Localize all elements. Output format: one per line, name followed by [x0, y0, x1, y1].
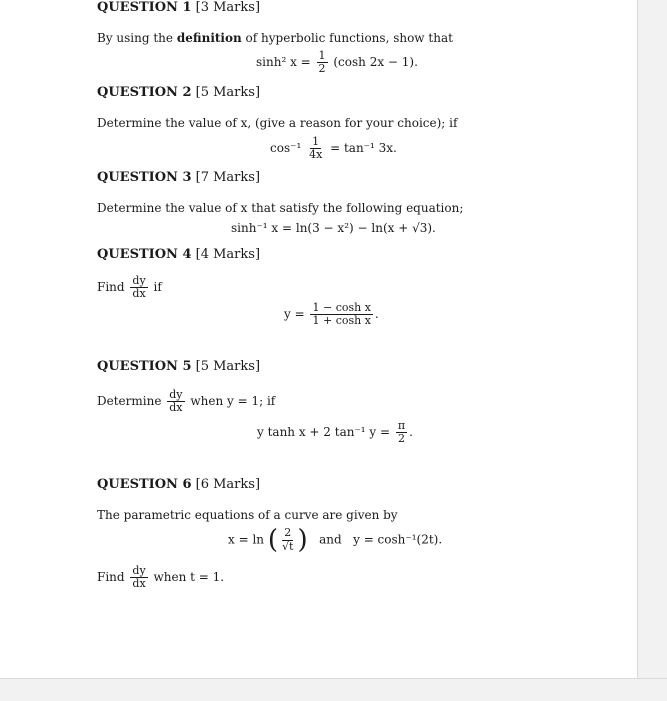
- question-1-equation: sinh² x = $\frac{1}{2}$ (cosh 2x − 1).: [256, 49, 418, 76]
- question-5-equation: y tanh x + 2 tan⁻¹ y = $\frac{\pi}{2}$ .: [257, 419, 413, 446]
- question-3-equation: sinh⁻¹ x = ln(3 − x²) − ln(x + √3).: [231, 221, 436, 235]
- question-3-heading: QUESTION 3 [7 Marks]: [97, 170, 261, 185]
- question-6-find: Find $\frac{dy}{dx}$ when t = 1.: [97, 564, 225, 591]
- viewer-right-margin: [637, 0, 667, 700]
- question-6-equation: x = ln ( $\frac{2}{√t}$ ) and y = cosh⁻¹(2t).: [228, 525, 443, 555]
- viewer-bottom-margin: [0, 678, 667, 701]
- question-5-heading: QUESTION 5 [5 Marks]: [97, 359, 261, 374]
- question-6-heading: QUESTION 6 [6 Marks]: [97, 477, 261, 492]
- question-4-equation: y = $\frac{\text{1 − cosh x}}{\text{1 + cosh x}}$ .: [284, 301, 379, 328]
- question-4-heading: QUESTION 4 [4 Marks]: [97, 247, 261, 262]
- question-2-prompt: Determine the value of x, (give a reason for your choice); if: [97, 116, 458, 130]
- question-1-heading: QUESTION 1 [3 Marks]: [97, 0, 261, 15]
- question-3-prompt: Determine the value of x that satisfy the following equation;: [97, 201, 464, 215]
- question-2-equation: cos⁻¹ $\frac{1}{4x}$ = tan⁻¹ 3x.: [270, 135, 397, 162]
- question-6-prompt: The parametric equations of a curve are given by: [97, 508, 398, 522]
- question-2-heading: QUESTION 2 [5 Marks]: [97, 85, 261, 100]
- question-1-prompt: By using the definition of hyperbolic functions, show that: [97, 31, 453, 45]
- question-5-prompt: Determine $\frac{dy}{dx}$ when y = 1; if: [97, 388, 276, 415]
- question-4-prompt: Find $\frac{dy}{dx}$ if: [97, 274, 162, 301]
